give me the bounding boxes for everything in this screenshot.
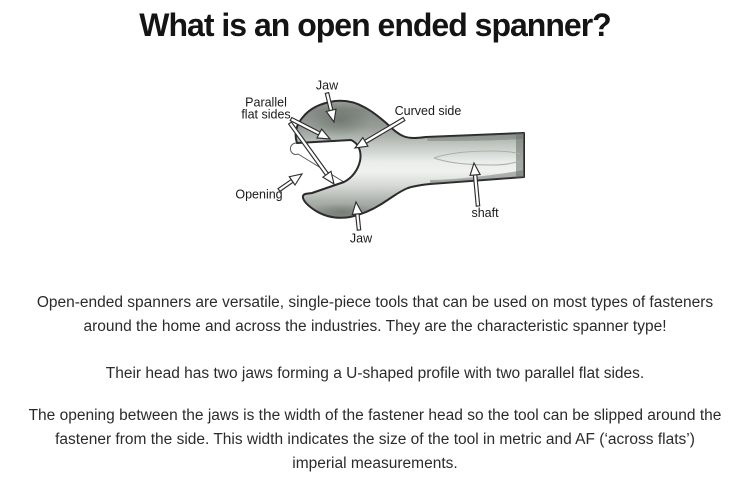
paragraph-1 xyxy=(0,291,750,339)
paragraph-3 xyxy=(0,404,750,476)
paragraph-3-line-1: The opening between the jaws is the width of the fastener head so the tool can be slipped around the xyxy=(28,407,722,424)
paragraph-3-line-2: fastener from the side. This width indicates the size of the tool in metric and AF (‘across flats’) xyxy=(55,431,695,448)
label-parallel-flat-sides-line1: Parallel xyxy=(245,95,287,110)
paragraph-3-line-3: imperial measurements. xyxy=(292,455,458,472)
page-title: What is an open ended spanner? xyxy=(139,7,611,43)
paragraph-1-line-2: around the home and across the industries. They are the characteristic spanner type! xyxy=(83,318,667,335)
paragraph-2-line-1: Their head has two jaws forming a U-shaped profile with two parallel flat sides. xyxy=(105,365,645,382)
paragraph-1-line-1: Open-ended spanners are versatile, single-piece tools that can be used on most types of fasteners xyxy=(36,294,714,311)
label-curved-side: Curved side xyxy=(394,104,462,118)
label-opening: Opening xyxy=(235,187,283,202)
spanner-diagram xyxy=(225,70,535,260)
paragraph-2 xyxy=(0,362,750,386)
label-parallel-flat-sides-line2: flat sides xyxy=(241,107,291,122)
shaft-end-shading xyxy=(516,132,524,179)
label-jaw-bottom: Jaw xyxy=(349,231,373,246)
jaw-bottom-arrow-shaft xyxy=(356,214,361,230)
label-shaft: shaft xyxy=(471,206,499,220)
label-jaw-top: Jaw xyxy=(315,78,339,93)
